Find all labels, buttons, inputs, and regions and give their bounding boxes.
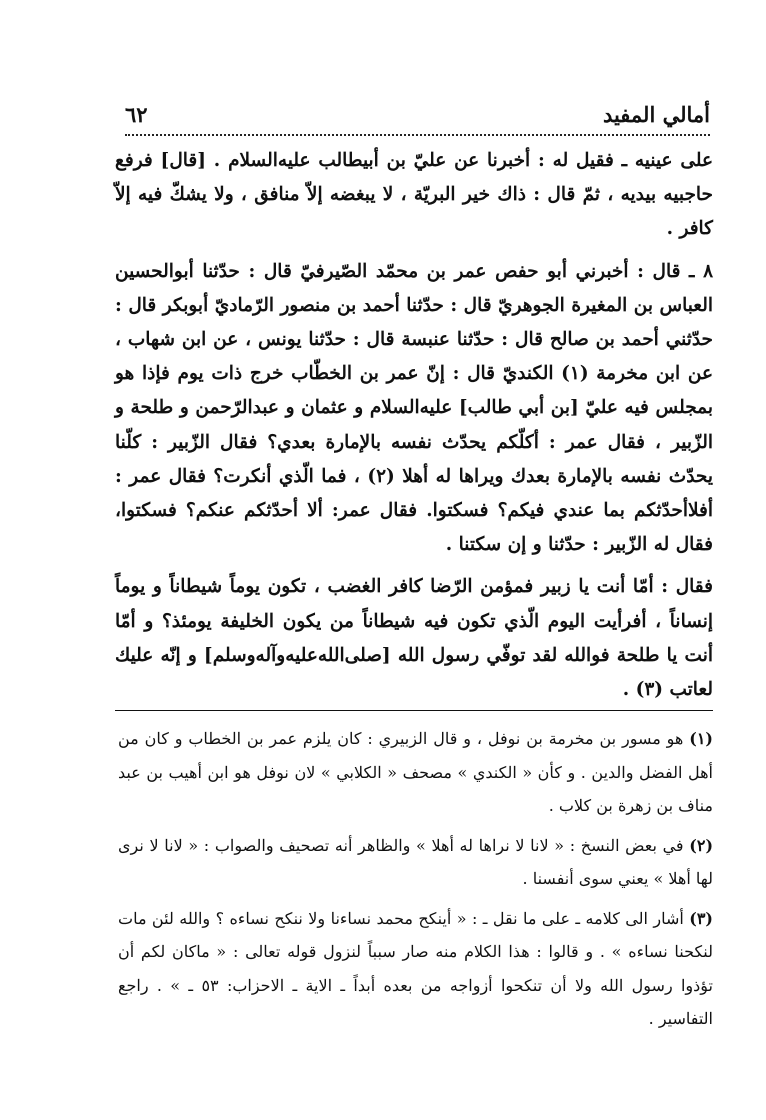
footnote-1-text: هو مسور بن مخرمة بن نوفل ، و قال الزبيري : كان يلزم عمر بن الخطاب و كان من أهل الفضل والدين . و كأن « الكندي » مصحف « الكلابي » لان نوفل هو ابن أهيب بن عبد مناف بن زهرة بن كلاب . — [118, 729, 713, 815]
footnote-3-text: أشار الى كلامه ـ على ما نقل ـ : « أينكح محمد نساءنا ولا ننكح نساءه ؟ والله لئن مات لنكحنا نساءه » . و قالوا : هذا الكلام منه صار سبباً لنزول قوله تعالى : « ماكان لكم أن تؤذوا رسول الله ولا أن تنكحوا أزواجه من بعده أبداً ـ الاية ـ الاحزاب: ٥٣ ـ » . راجع التفاسير . — [118, 908, 714, 1028]
header-divider — [125, 134, 710, 136]
footnote-2 — [118, 829, 713, 896]
footnotes — [118, 722, 713, 1036]
footnote-2-text: في بعض النسخ : « لانا لا نراها له أهلا » والظاهر أنه تصحيف والصواب : « لانا لا نرى لها أهلا » يعني سوى أنفسنا . — [118, 835, 713, 888]
footnote-3-number: (٣) — [689, 908, 713, 928]
main-text — [115, 144, 713, 707]
footnote-2-number: (٢) — [689, 835, 714, 855]
paragraph-2: ٨ ـ قال : أخبرني أبو حفص عمر بن محمّد الصّيرفيّ قال : حدّثنا أبوالحسين العباس بن المغيرة الجوهريّ قال : حدّثنا أحمد بن منصور الرّماديّ أبوبكر قال : حدّثني أحمد بن صالح قال : حدّثنا عنبسة قال : حدّثنا يونس ، عن ابن شهاب ، عن ابن مخرمة (١) الكنديّ قال : إنّ عمر بن الخطّاب خرج ذات يوم فإذا هو بمجلس فيه عليّ [بن أبي طالب] عليه‌السلام و عثمان و عبدالرّحمن و طلحة و الزّبير ، فقال عمر : أكلّكم يحدّث نفسه بالإمارة بعدي؟ فقال الزّبير : كلّنا يحدّث نفسه بالإمارة بعدك ويراها له أهلا (٢) ، فما الّذي أنكرت؟ فقال عمر : أفلاأحدّثكم بما عندي فيكم؟ فسكتوا. فقال عمر: ألا أحدّثكم عنكم؟ فسكتوا، فقال له الزّبير : حدّثنا و إن سكتنا . — [115, 260, 714, 556]
page-number: ٦٢ — [125, 101, 148, 127]
paragraph-3: فقال : أمّا أنت يا زبير فمؤمن الرّضا كافر الغضب ، تكون يوماً شيطاناً و يوماً إنساناً ، أفرأيت اليوم الّذي تكون فيه شيطاناً من يكون الخليفة يومئذ؟ و أمّا أنت يا طلحة فوالله لقد توفّي رسول الله [صلى‌الله‌عليه‌وآله‌وسلم] و إنّه عليك لعاتب (٣) . — [115, 576, 713, 701]
footnote-1-number: (١) — [689, 729, 713, 748]
paragraph-1: على عينيه ـ فقيل له : أخبرنا عن عليّ بن أبيطالب عليه‌السلام . [قال] فرفع حاجبيه بيديه ، ثمّ قال : ذاك خير البريّة ، لا يبغضه إلاّ منافق ، ولا يشكّ فيه إلاّ كافر . — [115, 150, 713, 240]
page-header — [125, 96, 710, 132]
footnote-3 — [118, 902, 713, 1036]
footnote-divider — [115, 710, 713, 711]
running-title: أمالي المفيد — [602, 101, 710, 127]
footnote-1 — [118, 722, 713, 823]
